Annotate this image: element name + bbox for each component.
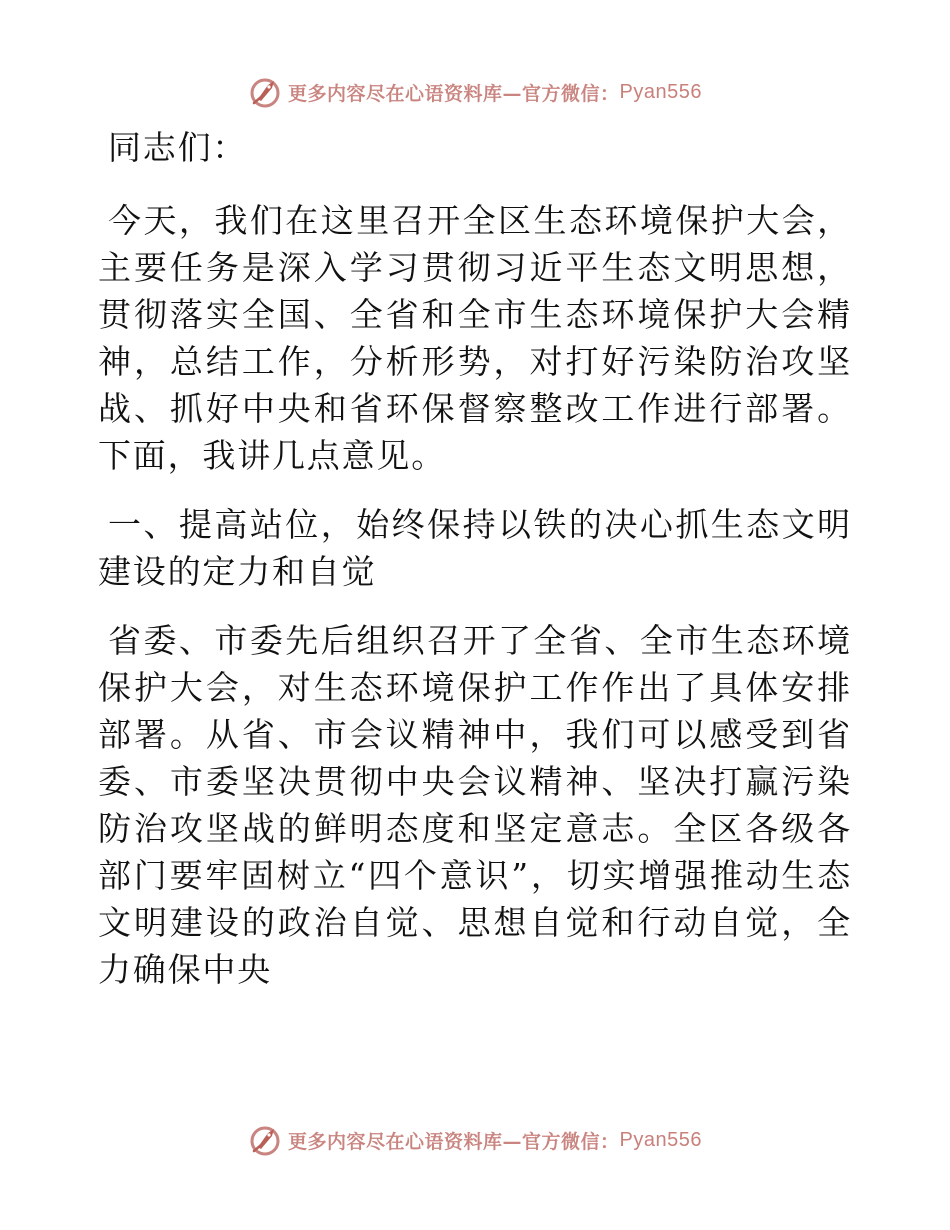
paragraph-1: 今天，我们在这里召开全区生态环境保护大会，主要任务是深入学习贯彻习近平生态文明思想，贯彻落实全国、全省和全市生态环境保护大会精神，总结工作，分析形势，对打好污染防治攻坚战、抓好中央和省环保督察整改工作进行部署。下面，我讲几点意见。: [98, 201, 852, 475]
footer-banner: [0, 1120, 950, 1160]
greeting: 同志们：: [108, 128, 248, 167]
paragraph-2: 省委、市委先后组织召开了全省、全市生态环境保护大会，对生态环境保护工作作出了具体安排部署。从省、市会议精神中，我们可以感受到省委、市委坚决贯彻中央会议精神、坚决打赢污染防治攻坚战的鲜明态度和坚定意志。全区各级各部门要牢固树立“四个意识”，切实增强推动生态文明建设的政治自觉、思想自觉和行动自觉，全力确保中央: [98, 621, 852, 989]
banner-account: Pyan556: [619, 80, 702, 103]
document-body: [98, 124, 852, 993]
pen-nib-circle-icon: [248, 1123, 282, 1157]
banner-account: Pyan556: [619, 1128, 702, 1151]
header-banner: [0, 72, 950, 112]
section-heading-1: 一、提高站位，始终保持以铁的决心抓生态文明建设的定力和自觉: [98, 505, 852, 591]
banner-text: 更多内容尽在心语资料库—官方微信：: [288, 1130, 620, 1153]
pen-nib-circle-icon: [248, 75, 282, 109]
banner-text: 更多内容尽在心语资料库—官方微信：: [288, 82, 620, 105]
